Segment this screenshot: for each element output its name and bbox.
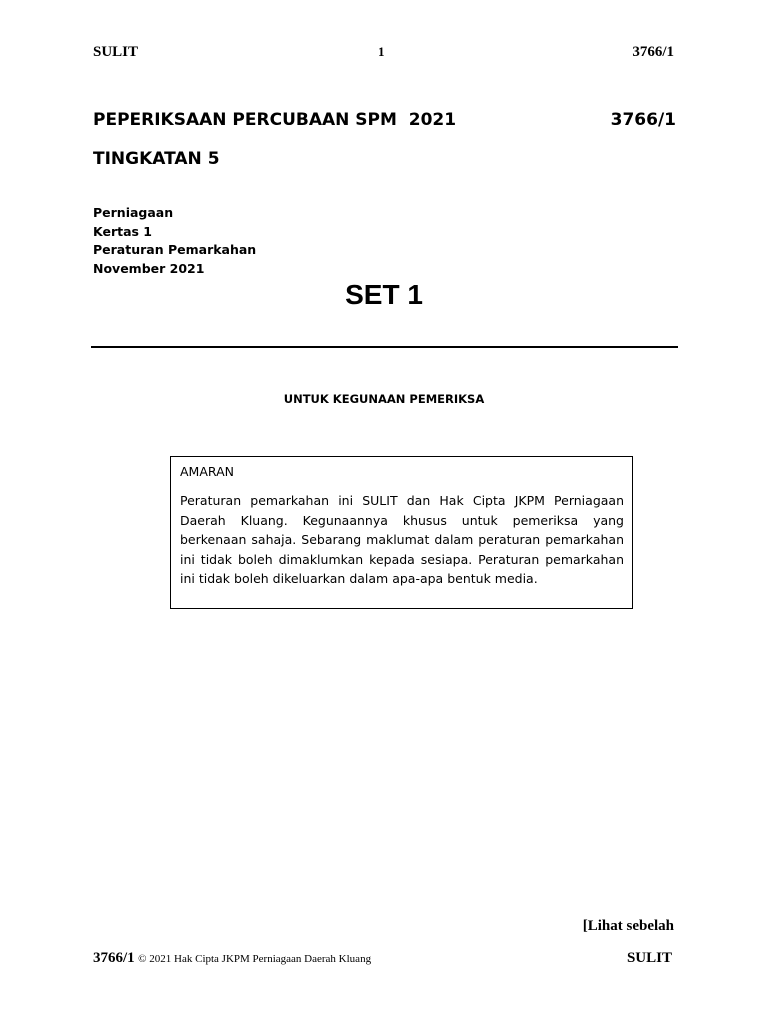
header-divider [91,346,678,348]
warning-title: AMARAN [180,464,234,479]
set-label: SET 1 [345,279,423,310]
meta-date: November 2021 [93,260,205,276]
meta-paper: Kertas 1 [93,223,153,239]
meta-list [93,204,256,278]
header-classification: SULIT [93,44,139,60]
warning-body: Peraturan pemarkahan ini SULIT dan Hak Cipta JKPM Perniagaan Daerah Kluang. Kegunaannya khusus untuk pemeriksa yang berkenaan sahaja. Sebarang maklumat dalam peraturan pemarkahan ini tidak boleh dimaklumkan kepada sesiapa. Peraturan pemarkahan ini tidak boleh dikeluarkan dalam apa-apa bentuk media. [180,493,624,586]
examiner-use-heading: UNTUK KEGUNAAN PEMERIKSA [283,392,485,406]
warning-box [170,456,633,609]
footer-left [93,950,371,967]
see-next-page: [Lihat sebelah [582,918,674,934]
header-page-number: 1 [378,44,385,59]
meta-document-type: Peraturan Pemarkahan [93,242,257,258]
footer-paper-code: 3766/1 [93,950,135,966]
form-level: TINGKATAN 5 [93,149,220,169]
header-paper-code: 3766/1 [632,44,674,60]
footer-classification: SULIT [626,950,672,966]
exam-code: 3766/1 [610,110,676,130]
exam-title: PEPERIKSAAN PERCUBAAN SPM 2021 [93,110,457,130]
meta-subject: Perniagaan [93,205,174,220]
footer-copyright: © 2021 Hak Cipta JKPM Perniagaan Daerah Kluang [138,953,372,965]
